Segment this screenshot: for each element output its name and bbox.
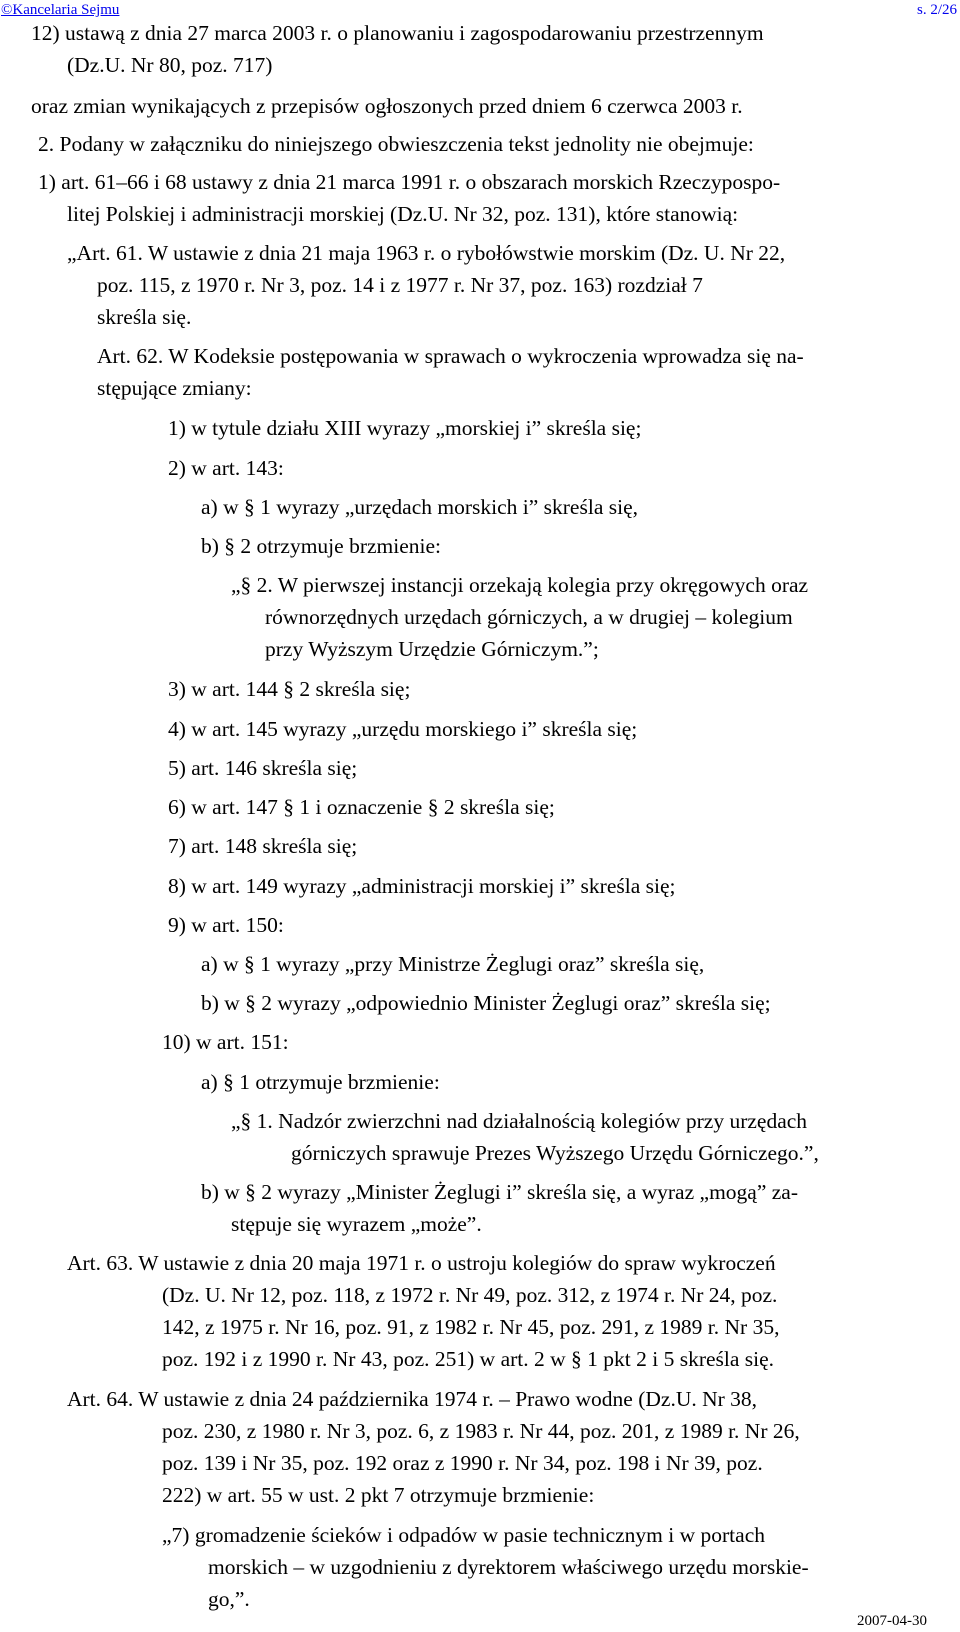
page-number: s. 2/26 (916, 2, 957, 18)
text-line: 9) w art. 150: (168, 913, 284, 937)
text-line: poz. 192 i z 1990 r. Nr 43, poz. 251) w art. 2 w § 1 pkt 2 i 5 skreśla się. (162, 1347, 775, 1371)
text-line: 3) w art. 144 § 2 skreśla się; (168, 677, 411, 701)
text-line: morskich – w uzgodnieniu z dyrektorem właściwego urzędu morskie- (208, 1555, 809, 1579)
text-line: „§ 2. W pierwszej instancji orzekają kolegia przy okręgowych oraz (231, 573, 809, 597)
text-line: „§ 1. Nadzór zwierzchni nad działalnością kolegiów przy urzędach (231, 1109, 808, 1133)
text-line: 5) art. 146 skreśla się; (168, 756, 358, 780)
text-line: b) w § 2 wyrazy „Minister Żeglugi i” skreśla się, a wyraz „mogą” za- (201, 1180, 798, 1204)
text-line: 12) ustawą z dnia 27 marca 2003 r. o planowaniu i zagospodarowaniu przestrzennym (31, 21, 764, 45)
text-line: stępuje się wyrazem „może”. (231, 1212, 482, 1236)
text-line: 1) art. 61–66 i 68 ustawy z dnia 21 marca 1991 r. o obszarach morskich Rzeczypospo- (38, 170, 781, 194)
text-line: przy Wyższym Urzędzie Górniczym.”; (265, 637, 599, 661)
text-line: Art. 63. W ustawie z dnia 20 maja 1971 r. o ustroju kolegiów do spraw wykroczeń (67, 1251, 776, 1275)
text-line: (Dz.U. Nr 80, poz. 717) (67, 53, 273, 77)
text-line: poz. 139 i Nr 35, poz. 192 oraz z 1990 r. Nr 34, poz. 198 i Nr 39, poz. (162, 1451, 763, 1475)
text-line: skreśla się. (97, 305, 192, 329)
kancelaria-sejmu-link[interactable]: ©Kancelaria Sejmu (1, 2, 120, 18)
text-line: „Art. 61. W ustawie z dnia 21 maja 1963 r. o rybołówstwie morskim (Dz. U. Nr 22, (67, 241, 786, 265)
text-line: b) § 2 otrzymuje brzmienie: (201, 534, 442, 558)
text-line: poz. 230, z 1980 r. Nr 3, poz. 6, z 1983 r. Nr 44, poz. 201, z 1989 r. Nr 26, (162, 1419, 800, 1443)
text-line: oraz zmian wynikających z przepisów ogłoszonych przed dniem 6 czerwca 2003 r. (31, 94, 743, 118)
text-line: a) w § 1 wyrazy „urzędach morskich i” skreśla się, (201, 495, 638, 519)
text-line: równorzędnych urzędach górniczych, a w drugiej – kolegium (265, 605, 793, 629)
text-line: 8) w art. 149 wyrazy „administracji morskiej i” skreśla się; (168, 874, 676, 898)
text-line: Art. 64. W ustawie z dnia 24 października 1974 r. – Prawo wodne (Dz.U. Nr 38, (67, 1387, 758, 1411)
text-line: a) w § 1 wyrazy „przy Ministrze Żeglugi oraz” skreśla się, (201, 952, 705, 976)
text-line: stępujące zmiany: (97, 376, 252, 400)
text-line: a) § 1 otrzymuje brzmienie: (201, 1070, 440, 1094)
text-line: 1) w tytule działu XIII wyrazy „morskiej i” skreśla się; (168, 416, 642, 440)
text-line: 6) w art. 147 § 1 i oznaczenie § 2 skreśla się; (168, 795, 555, 819)
text-line: 142, z 1975 r. Nr 16, poz. 91, z 1982 r. Nr 45, poz. 291, z 1989 r. Nr 35, (162, 1315, 780, 1339)
document-date: 2007-04-30 (857, 1613, 927, 1629)
text-line: 10) w art. 151: (162, 1030, 289, 1054)
text-line: litej Polskiej i administracji morskiej (Dz.U. Nr 32, poz. 131), które stanowią: (67, 202, 739, 226)
text-line: Art. 62. W Kodeksie postępowania w sprawach o wykroczenia wprowadza się na- (97, 344, 804, 368)
text-line: (Dz. U. Nr 12, poz. 118, z 1972 r. Nr 49, poz. 312, z 1974 r. Nr 24, poz. (162, 1283, 778, 1307)
text-line: 4) w art. 145 wyrazy „urzędu morskiego i” skreśla się; (168, 717, 638, 741)
text-line: 2. Podany w załączniku do niniejszego obwieszczenia tekst jednolity nie obejmuje: (38, 132, 754, 156)
text-line: 222) w art. 55 w ust. 2 pkt 7 otrzymuje brzmienie: (162, 1483, 595, 1507)
text-line: górniczych sprawuje Prezes Wyższego Urzędu Górniczego.”, (291, 1141, 819, 1165)
text-line: 7) art. 148 skreśla się; (168, 834, 358, 858)
text-line: poz. 115, z 1970 r. Nr 3, poz. 14 i z 1977 r. Nr 37, poz. 163) rozdział 7 (97, 273, 703, 297)
text-line: 2) w art. 143: (168, 456, 284, 480)
text-line: „7) gromadzenie ścieków i odpadów w pasie technicznym i w portach (162, 1523, 765, 1547)
text-line: go,”. (208, 1587, 250, 1611)
text-line: b) w § 2 wyrazy „odpowiednio Minister Żeglugi oraz” skreśla się; (201, 991, 771, 1015)
